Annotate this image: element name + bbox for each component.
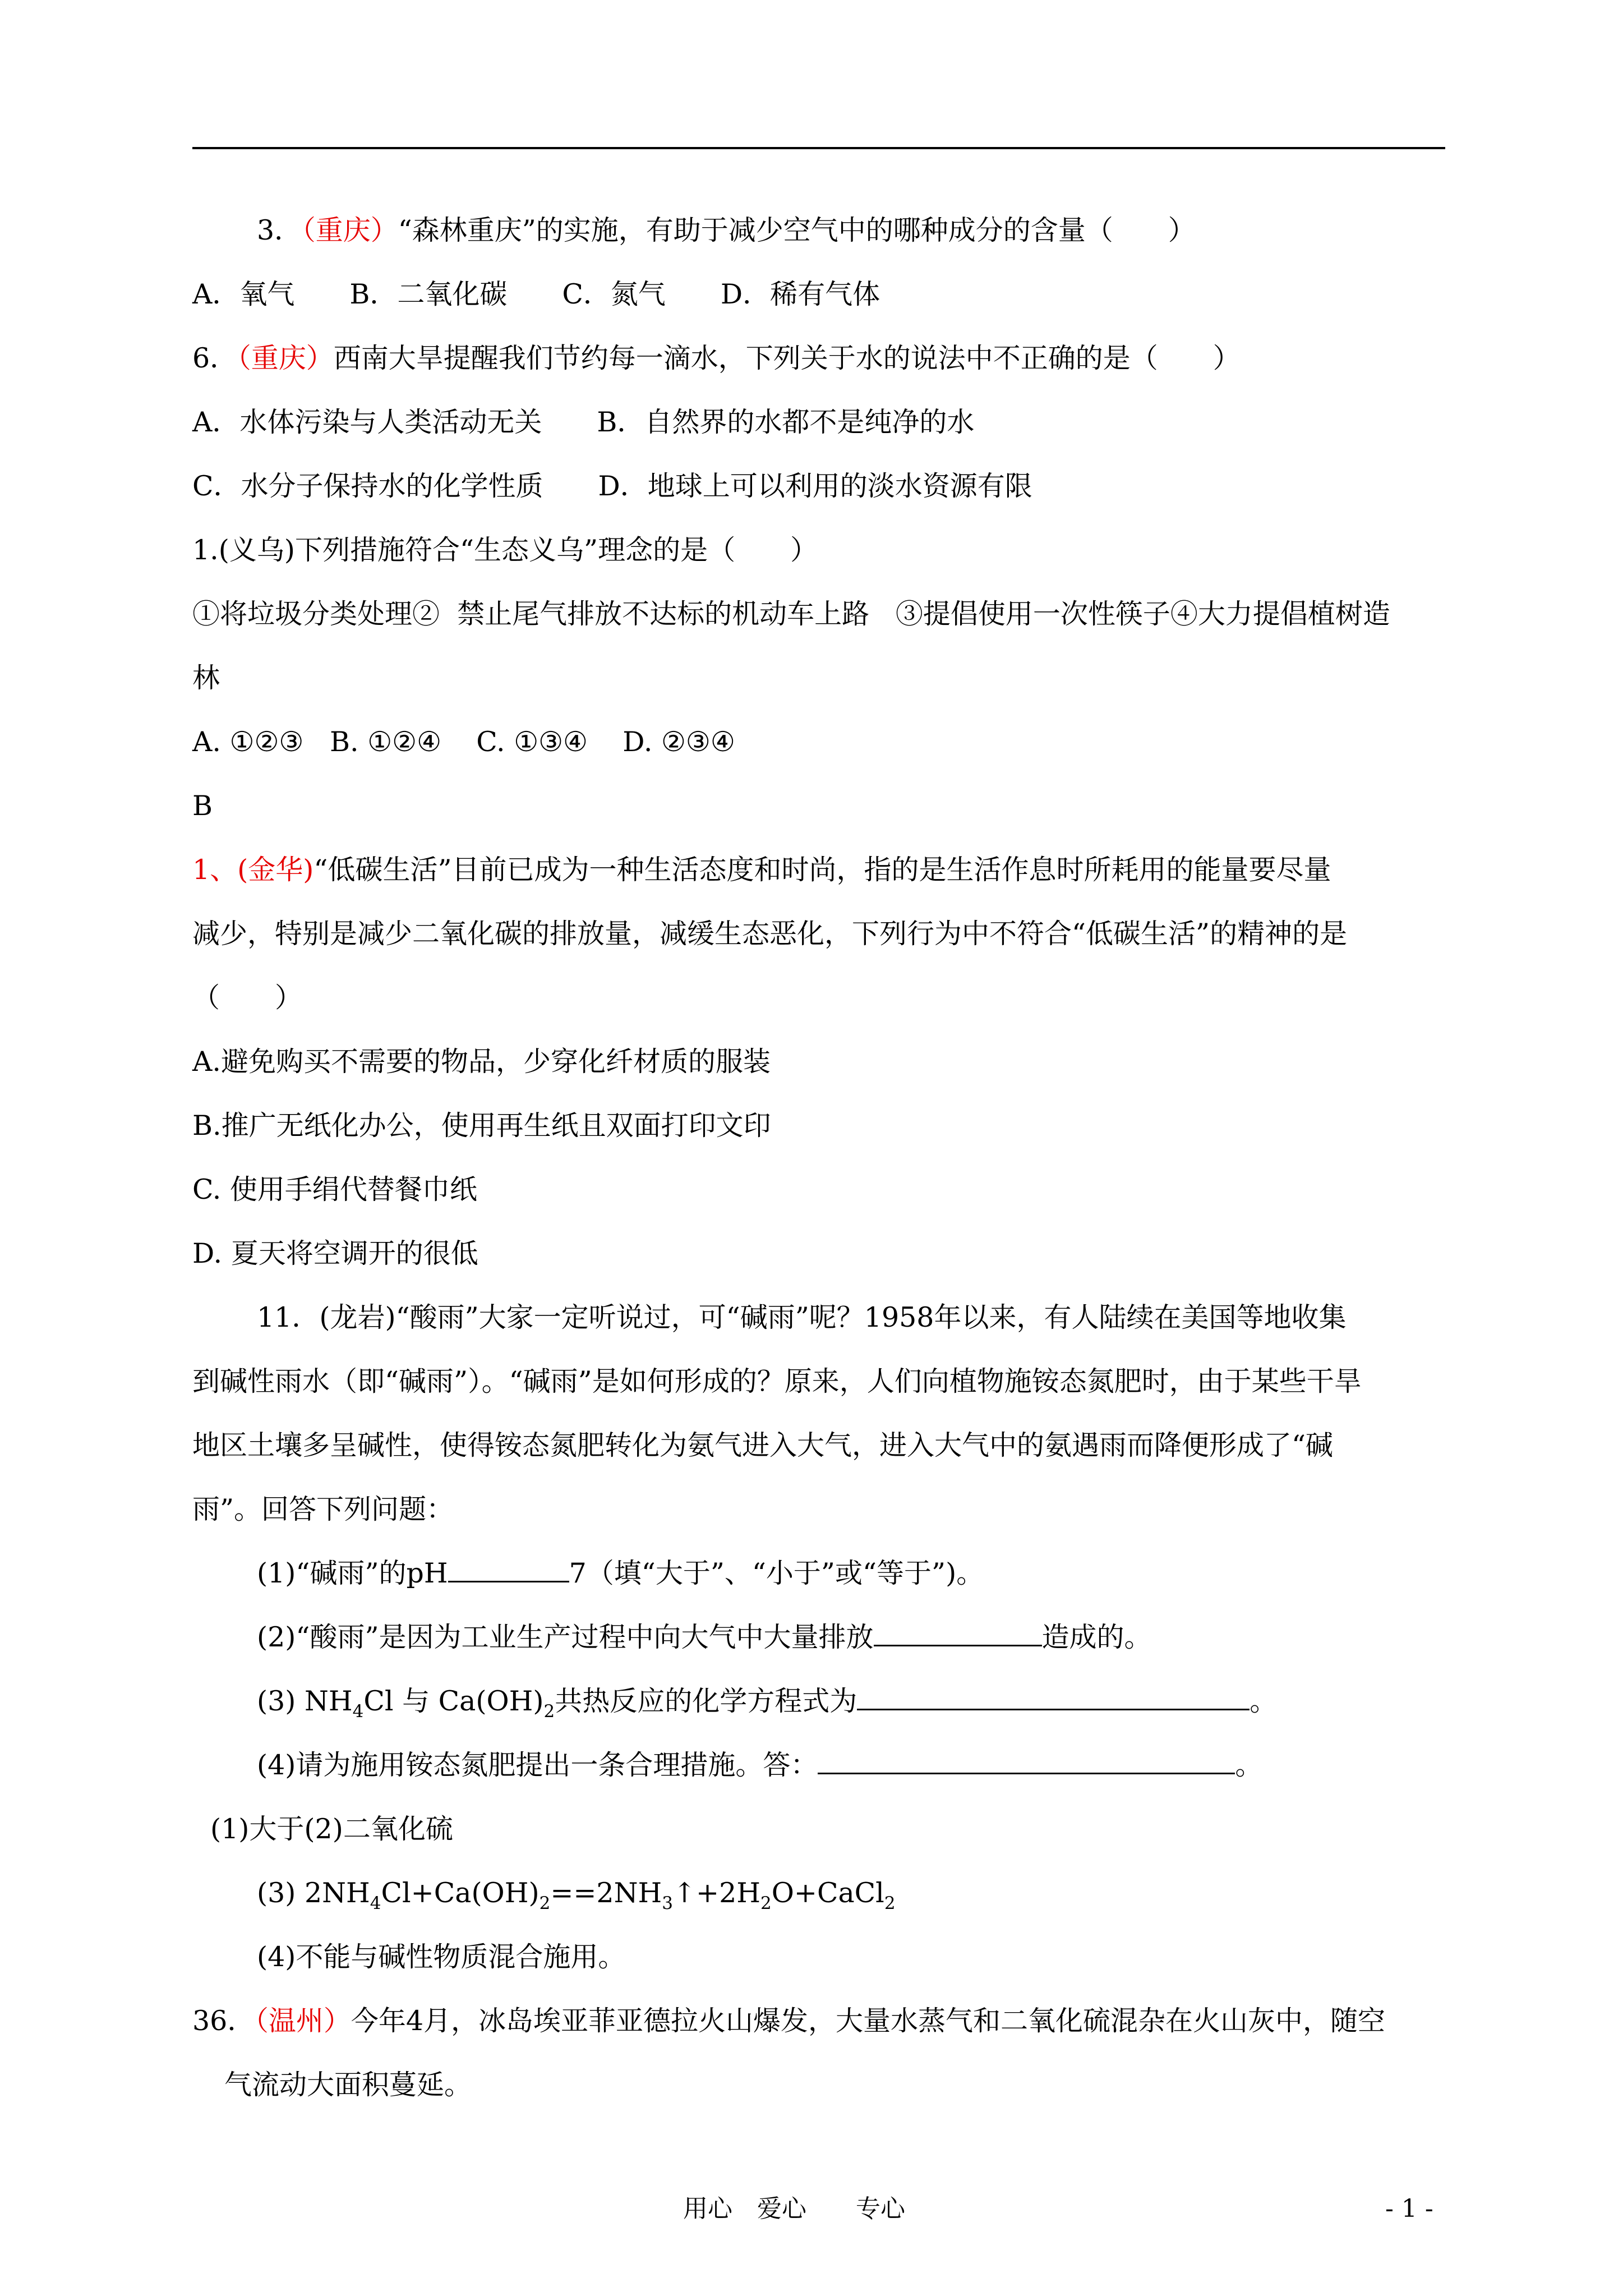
question-11-line-3: 地区土壤多呈碱性，使得铵态氮肥转化为氨气进入大气，进入大气中的氨遇雨而降便形成了“碱 (192, 1429, 1334, 1461)
subscript: 4 (370, 1893, 381, 1913)
sub-question-text: 共热反应的化学方程式为 (555, 1685, 857, 1717)
formula-text: ↑+2H (672, 1877, 760, 1909)
option-b: B.推广无纸化办公，使用再生纸且双面打印文印 (192, 1110, 771, 1142)
subscript: 2 (760, 1893, 772, 1913)
question-6-options-row-1: A．水体污染与人类活动无关 B．自然界的水都不是纯净的水 (192, 406, 975, 438)
formula-text: Cl 与 Ca(OH) (363, 1685, 544, 1717)
page-number: - 1 - (1385, 2194, 1433, 2223)
question-6-options-row-2: C．水分子保持水的化学性质 D．地球上可以利用的淡水资源有限 (192, 470, 1032, 502)
formula-text: (3) 2NH (257, 1877, 370, 1909)
question-yiwu-1-items: ①将垃圾分类处理② 禁止尾气排放不达标的机动车上路 ③提倡使用一次性筷子④大力提倡植树造 (192, 598, 1390, 630)
subscript: 3 (662, 1893, 673, 1913)
subscript: 2 (884, 1893, 896, 1913)
option-c: C. 使用手绢代替餐巾纸 (192, 1174, 477, 1205)
question-yiwu-1-items-cont: 林 (192, 662, 220, 694)
punctuation: 。 (1235, 1749, 1263, 1781)
sub-question-text: 造成的。 (1041, 1621, 1152, 1653)
question-text: 西南大旱提醒我们节约每一滴水，下列关于水的说法中不正确的是（ ） (333, 342, 1241, 374)
question-text: 今年4月，冰岛埃亚菲亚德拉火山爆发，大量水蒸气和二氧化硫混杂在火山灰中，随空 (351, 2005, 1386, 2037)
subscript: 2 (539, 1893, 551, 1913)
sub-question-4 (257, 1748, 1445, 1783)
question-3-options: A．氧气 B．二氧化碳 C．氮气 D．稀有气体 (192, 278, 880, 310)
answer-1-2: (1)大于(2)二氧化硫 (210, 1813, 453, 1845)
question-number: 6． (192, 342, 238, 374)
question-3 (257, 213, 1445, 248)
formula-text: O+CaCl (771, 1877, 884, 1909)
answer-blank[interactable] (448, 1556, 569, 1582)
punctuation: 。 (1249, 1685, 1278, 1717)
answer-blank[interactable] (874, 1620, 1042, 1646)
sub-question-text: 7（填“大于”、“小于”或“等于”)。 (569, 1557, 984, 1589)
option-d: D. 夏天将空调开的很低 (192, 1237, 478, 1269)
answer-3 (257, 1876, 1445, 1914)
question-jinhua-1-line-3: （ ） (192, 982, 303, 1014)
answer-4: (4)不能与碱性物质混合施用。 (257, 1941, 626, 1973)
question-yiwu-1-options: A. ①②③ B. ①②④ C. ①③④ D. ②③④ (192, 726, 735, 758)
footer-motto: 用心 爱心 专心 (683, 2194, 905, 2223)
question-text: “森林重庆”的实施，有助于减少空气中的哪种成分的含量（ ） (398, 214, 1196, 246)
subscript: 2 (543, 1701, 555, 1722)
region-tag: （温州） (255, 2005, 351, 2037)
sub-question-text: (1)“碱雨”的pH (257, 1557, 448, 1589)
sub-question-1 (257, 1556, 1445, 1591)
header-rule (192, 147, 1445, 149)
question-11-line-1: 11．(龙岩)“酸雨”大家一定听说过，可“碱雨”呢？1958年以来，有人陆续在美国等地收集 (257, 1301, 1347, 1333)
formula-text: (3) NH (257, 1685, 353, 1717)
sub-question-text: (2)“酸雨”是因为工业生产过程中向大气中大量排放 (257, 1621, 874, 1653)
question-text: “低碳生活”目前已成为一种生活态度和时尚，指的是生活作息时所耗用的能量要尽量 (313, 854, 1331, 886)
question-11-line-4: 雨”。回答下列问题： (192, 1493, 454, 1525)
formula-text: Cl+Ca(OH) (381, 1877, 540, 1909)
question-jinhua-1-line-2: 减少，特别是减少二氧化碳的排放量，减缓生态恶化，下列行为中不符合“低碳生活”的精神的是 (192, 918, 1348, 950)
question-11-line-2: 到碱性雨水（即“碱雨”）。“碱雨”是如何形成的？原来，人们向植物施铵态氮肥时，由于某些干旱 (192, 1365, 1362, 1397)
region-tag: （重庆） (302, 214, 398, 246)
question-yiwu-1: 1.(义乌)下列措施符合“生态义乌”理念的是（ ） (192, 534, 818, 566)
answer-blank[interactable] (857, 1684, 1249, 1710)
question-number: 3． (257, 214, 302, 246)
question-36-line-2: 气流动大面积蔓延。 (224, 2069, 472, 2101)
question-36 (192, 2004, 1445, 2039)
sub-question-2 (257, 1620, 1445, 1655)
subscript: 4 (352, 1701, 364, 1722)
sub-question-3 (257, 1684, 1445, 1722)
question-6 (192, 341, 1445, 376)
question-number: 36． (192, 2005, 255, 2037)
option-a: A.避免购买不需要的物品，少穿化纤材质的服装 (192, 1046, 771, 1078)
question-yiwu-1-answer: B (192, 790, 213, 822)
region-tag: （重庆） (237, 342, 334, 374)
region-tag: 1、(金华) (192, 854, 314, 886)
question-jinhua-1 (192, 853, 1445, 887)
answer-blank[interactable] (818, 1748, 1235, 1774)
sub-question-text: (4)请为施用铵态氮肥提出一条合理措施。答： (257, 1749, 818, 1781)
formula-text: ==2NH (550, 1877, 662, 1909)
